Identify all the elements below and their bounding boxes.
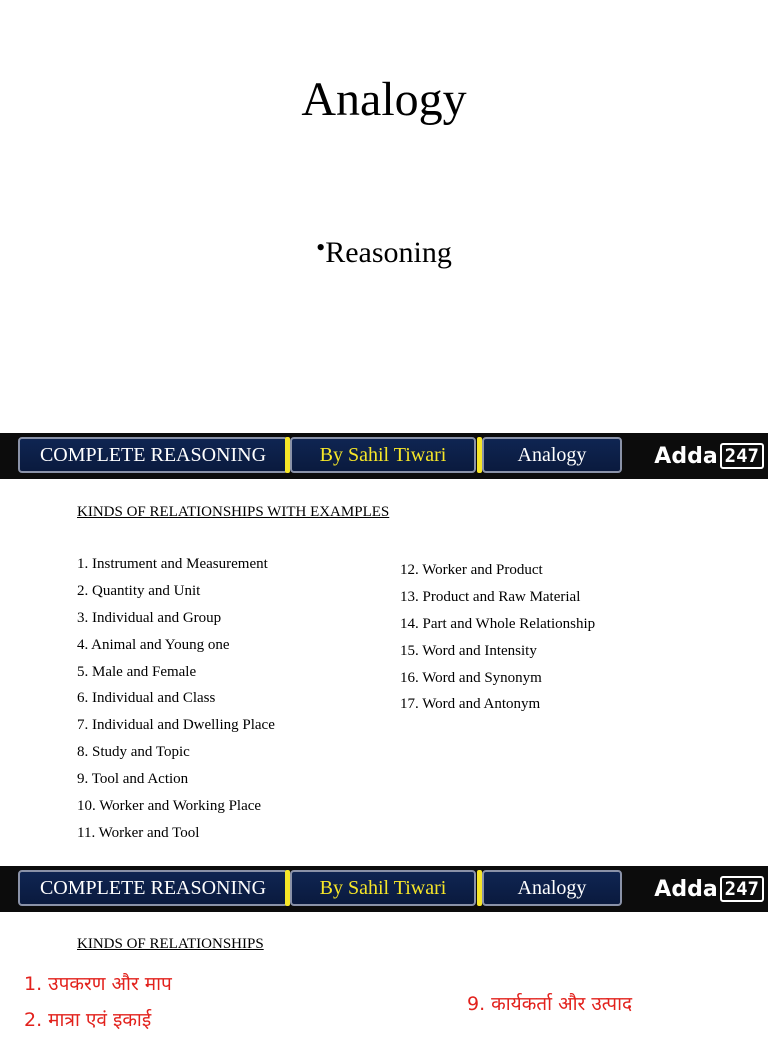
list-item: 6. Individual and Class — [77, 690, 216, 707]
slide-subtitle — [0, 228, 768, 273]
list-item: 14. Part and Whole Relationship — [400, 615, 596, 632]
slide-header-banner — [0, 433, 768, 479]
course-label: COMPLETE REASONING — [18, 437, 288, 473]
list-item: 4. Animal and Young one — [77, 636, 230, 653]
topic-label: Analogy — [482, 870, 622, 906]
brand-word: Adda — [654, 443, 718, 469]
list-item: 16. Word and Synonym — [400, 669, 542, 686]
list-item: 10. Worker and Working Place — [77, 798, 262, 815]
section-heading: KINDS OF RELATIONSHIPS WITH EXAMPLES — [77, 504, 390, 520]
title-slide — [0, 0, 768, 430]
brand-logo — [654, 874, 764, 904]
bullet-icon: • — [316, 233, 326, 262]
subtitle-text: Reasoning — [325, 236, 452, 269]
section-heading: KINDS OF RELATIONSHIPS — [77, 936, 264, 952]
author-label: By Sahil Tiwari — [290, 437, 476, 473]
list-item: 8. Study and Topic — [77, 744, 190, 761]
list-item: 3. Individual and Group — [77, 609, 222, 626]
course-label: COMPLETE REASONING — [18, 870, 288, 906]
relationship-list-left — [77, 551, 275, 847]
hindi-relationship-list-left — [24, 966, 172, 1038]
list-item: 1. उपकरण और माप — [24, 973, 172, 995]
relationship-list-right — [400, 557, 595, 718]
list-item: 13. Product and Raw Material — [400, 588, 581, 605]
brand-number: 247 — [720, 876, 764, 902]
list-item: 17. Word and Antonym — [400, 696, 541, 713]
topic-label: Analogy — [482, 437, 622, 473]
list-item: 1. Instrument and Measurement — [77, 556, 268, 572]
list-item: 2. मात्रा एवं इकाई — [24, 1009, 152, 1031]
slide-header-banner — [0, 866, 768, 912]
list-item: 12. Worker and Product — [400, 562, 543, 578]
list-item: 5. Male and Female — [77, 663, 197, 680]
brand-word: Adda — [654, 876, 718, 902]
slide-title: Analogy — [301, 73, 467, 126]
list-item: 9. कार्यकर्ता और उत्पाद — [467, 993, 633, 1015]
list-item: 15. Word and Intensity — [400, 642, 537, 659]
list-item: 2. Quantity and Unit — [77, 582, 201, 599]
hindi-relationship-list-right — [467, 986, 632, 1022]
author-label: By Sahil Tiwari — [290, 870, 476, 906]
list-item: 11. Worker and Tool — [77, 824, 200, 841]
brand-number: 247 — [720, 443, 764, 469]
list-item: 7. Individual and Dwelling Place — [77, 717, 275, 734]
list-item: 9. Tool and Action — [77, 771, 189, 788]
brand-logo — [654, 441, 764, 471]
